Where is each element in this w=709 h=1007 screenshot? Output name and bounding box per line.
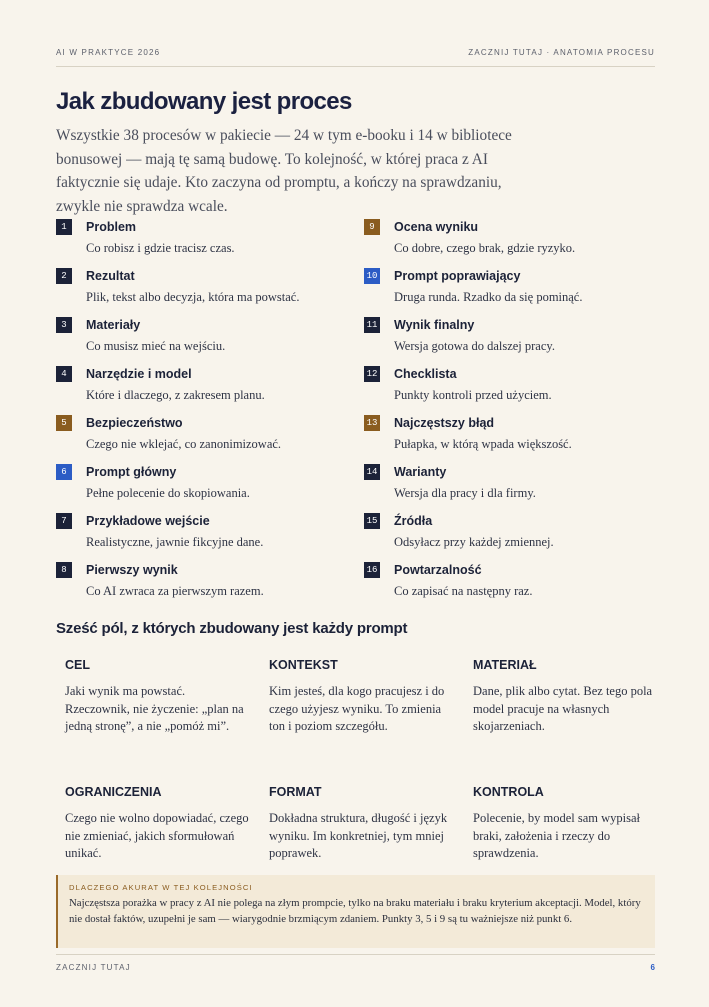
step-item xyxy=(56,317,356,366)
step-item xyxy=(56,219,356,268)
step-number-badge: 11 xyxy=(364,317,380,333)
field-desc: Kim jesteś, dla kogo pracujesz i do czego użyjesz wyniku. To zmienia ton i poziom szczegółu. xyxy=(269,684,445,733)
fields-section-title: Sześć pól, z których zbudowany jest każdy prompt xyxy=(56,620,408,637)
step-item xyxy=(56,513,356,562)
header-left: AI W PRAKTYCE 2026 xyxy=(56,48,161,57)
step-description: Odsyłacz przy każdej zmiennej. xyxy=(394,535,554,549)
field-desc: Jaki wynik ma powstać. Rzeczownik, nie życzenie: „plan na jedną stronę”, a nie „pomóż mi”. xyxy=(65,684,244,733)
step-description: Druga runda. Rzadko da się pominąć. xyxy=(394,290,583,304)
step-description: Które i dlaczego, z zakresem planu. xyxy=(86,388,265,402)
step-number-badge: 13 xyxy=(364,415,380,431)
step-title: Prompt poprawiający xyxy=(394,269,521,283)
step-item xyxy=(56,415,356,464)
step-number-badge: 12 xyxy=(364,366,380,382)
step-item xyxy=(56,268,356,317)
step-description: Punkty kontroli przed użyciem. xyxy=(394,388,552,402)
lead-paragraph: Wszystkie 38 procesów w pakiecie — 24 w tym e-booku i 14 w bibliotece bonusowej — mają tę samą budowę. To kolejność, w której praca z AI faktycznie się udaje. Kto zaczyna od promptu, a kończy na sprawdzaniu, zwykle nie sprawdza wcale. xyxy=(56,127,512,215)
step-description: Co musisz mieć na wejściu. xyxy=(86,339,226,353)
step-number-badge: 7 xyxy=(56,513,72,529)
step-title: Pierwszy wynik xyxy=(86,563,178,577)
step-description: Czego nie wklejać, co zanonimizować. xyxy=(86,437,282,451)
field-desc: Dane, plik albo cytat. Bez tego pola model pracuje na własnych skojarzeniach. xyxy=(473,684,653,733)
step-title: Rezultat xyxy=(86,269,135,283)
field-title: KONTEKST xyxy=(269,658,338,672)
callout-text: Najczęstsza porażka w pracy z AI nie polega na złym prompcie, tylko na braku materiału i braku kryterium akceptacji. Model, który nie dostał faktów, uzupełni je sam — wiarygodnie brzmiącym zdaniem. Punkty 3, 5 i 9 są tu ważniejsze niż punkt 6. xyxy=(69,897,641,925)
field-desc: Polecenie, by model sam wypisał braki, założenia i rzeczy do sprawdzenia. xyxy=(473,811,640,860)
step-title: Warianty xyxy=(394,465,447,479)
step-title: Problem xyxy=(86,220,137,234)
field-title: CEL xyxy=(65,658,90,672)
field-title: KONTROLA xyxy=(473,785,544,799)
field-material xyxy=(473,657,658,736)
field-title: OGRANICZENIA xyxy=(65,785,162,799)
step-item xyxy=(364,268,664,317)
steps-column-right xyxy=(364,219,664,611)
field-desc: Dokładna struktura, długość i język wyniku. Im konkretniej, tym mniej poprawek. xyxy=(269,811,448,860)
step-number-badge: 3 xyxy=(56,317,72,333)
step-title: Checklista xyxy=(394,367,457,381)
step-title: Ocena wyniku xyxy=(394,220,479,234)
step-description: Wersja gotowa do dalszej pracy. xyxy=(394,339,555,353)
step-title: Bezpieczeństwo xyxy=(86,416,183,430)
step-number-badge: 8 xyxy=(56,562,72,578)
page-number: 6 xyxy=(650,963,655,972)
step-number-badge: 5 xyxy=(56,415,72,431)
step-title: Najczęstszy błąd xyxy=(394,416,495,430)
step-description: Pełne polecenie do skopiowania. xyxy=(86,486,250,500)
field-title: MATERIAŁ xyxy=(473,658,537,672)
step-number-badge: 9 xyxy=(364,219,380,235)
step-number-badge: 10 xyxy=(364,268,380,284)
step-item xyxy=(364,562,664,611)
step-number-badge: 15 xyxy=(364,513,380,529)
step-description: Realistyczne, jawnie fikcyjne dane. xyxy=(86,535,264,549)
step-number-badge: 2 xyxy=(56,268,72,284)
callout-label: DLACZEGO AKURAT W TEJ KOLEJNOŚCI xyxy=(69,883,253,892)
step-description: Co robisz i gdzie tracisz czas. xyxy=(86,241,235,255)
step-description: Co zapisać na następny raz. xyxy=(394,584,533,598)
step-item xyxy=(364,219,664,268)
step-description: Co dobre, czego brak, gdzie ryzyko. xyxy=(394,241,576,255)
footer-left: ZACZNIJ TUTAJ xyxy=(56,963,131,972)
step-number-badge: 1 xyxy=(56,219,72,235)
step-item xyxy=(364,415,664,464)
step-item xyxy=(364,317,664,366)
step-description: Wersja dla pracy i dla firmy. xyxy=(394,486,536,500)
header-right: ZACZNIJ TUTAJ · ANATOMIA PROCESU xyxy=(468,48,655,57)
step-title: Wynik finalny xyxy=(394,318,475,332)
step-item xyxy=(56,366,356,415)
step-number-badge: 14 xyxy=(364,464,380,480)
step-number-badge: 4 xyxy=(56,366,72,382)
field-cel xyxy=(65,657,250,736)
field-ograniczenia xyxy=(65,784,250,863)
step-title: Powtarzalność xyxy=(394,563,482,577)
step-title: Źródła xyxy=(394,514,433,528)
callout-box xyxy=(56,875,655,948)
field-desc: Czego nie wolno dopowiadać, czego nie zmieniać, jakich sformułowań unikać. xyxy=(65,811,249,860)
step-title: Materiały xyxy=(86,318,141,332)
field-kontekst xyxy=(269,657,454,736)
field-kontrola xyxy=(473,784,658,863)
step-title: Prompt główny xyxy=(86,465,177,479)
step-item xyxy=(56,562,356,611)
step-description: Plik, tekst albo decyzja, która ma powstać. xyxy=(86,290,300,304)
step-number-badge: 6 xyxy=(56,464,72,480)
page-title: Jak zbudowany jest proces xyxy=(56,88,352,115)
step-item xyxy=(364,464,664,513)
step-title: Przykładowe wejście xyxy=(86,514,210,528)
step-item xyxy=(364,513,664,562)
step-description: Co AI zwraca za pierwszym razem. xyxy=(86,584,264,598)
step-description: Pułapka, w którą wpada większość. xyxy=(394,437,572,451)
field-format xyxy=(269,784,454,863)
step-item xyxy=(56,464,356,513)
running-header xyxy=(56,48,655,67)
step-item xyxy=(364,366,664,415)
step-title: Narzędzie i model xyxy=(86,367,192,381)
field-title: FORMAT xyxy=(269,785,322,799)
running-footer xyxy=(56,954,655,972)
steps-column-left xyxy=(56,219,356,611)
step-number-badge: 16 xyxy=(364,562,380,578)
